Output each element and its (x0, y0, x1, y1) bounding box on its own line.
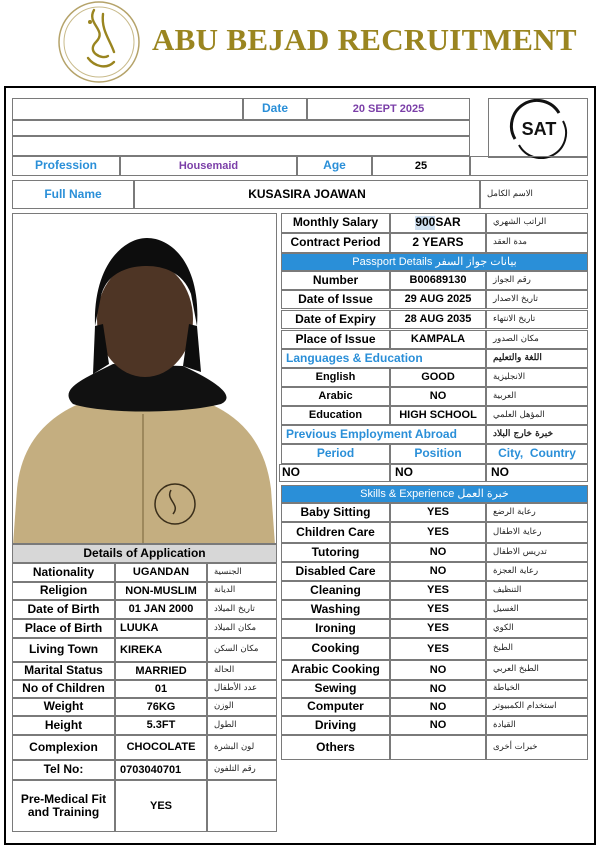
language-field-label: English (281, 368, 390, 387)
application-field-label: Tel No: (12, 760, 115, 780)
employment-header-period: Period (281, 444, 390, 464)
application-field-label: No of Children (12, 680, 115, 698)
skill-arabic: رعاية الاطفال (486, 522, 588, 543)
application-field-label: Nationality (12, 563, 115, 582)
candidate-photo (12, 213, 277, 544)
salary-currency: SAR (435, 215, 461, 230)
application-field-value: YES (115, 780, 207, 832)
language-field-arabic: العربية (486, 387, 588, 406)
application-field-label: Complexion (12, 735, 115, 760)
application-field-value: LUUKA (115, 619, 207, 638)
fullname-arabic: الاسم الكامل (480, 180, 588, 209)
application-field-value: 01 (115, 680, 207, 698)
skill-label: Children Care (281, 522, 390, 543)
passport-field-arabic: مكان الصدور (486, 330, 588, 349)
skill-label: Cleaning (281, 581, 390, 600)
passport-field-value: 29 AUG 2025 (390, 290, 486, 309)
passport-field-label: Number (281, 271, 390, 290)
passport-field-label: Date of Expiry (281, 310, 390, 329)
company-name: ABU BEJAD RECRUITMENT (152, 22, 577, 57)
skill-arabic: الغسيل (486, 600, 588, 619)
fullname-label: Full Name (12, 180, 134, 209)
skill-arabic: رعاية الرضع (486, 503, 588, 522)
application-field-arabic: لون البشرة (207, 735, 277, 760)
skill-value: YES (390, 619, 486, 638)
application-field-arabic: الوزن (207, 698, 277, 716)
language-field-arabic: المؤهل العلمي (486, 406, 588, 425)
application-field-value: UGANDAN (115, 563, 207, 582)
application-field-label: Marital Status (12, 662, 115, 680)
skill-label: Tutoring (281, 543, 390, 562)
salary-value (390, 213, 486, 233)
skill-value: YES (390, 522, 486, 543)
skill-value: YES (390, 600, 486, 619)
skill-arabic: التنظيف (486, 581, 588, 600)
languages-section-header: Languages & Education (281, 349, 486, 368)
application-field-arabic: الحالة (207, 662, 277, 680)
skill-arabic: الطبخ (486, 638, 588, 660)
language-field-value: GOOD (390, 368, 486, 387)
skill-value: NO (390, 562, 486, 581)
employment-position-value: NO (390, 464, 486, 482)
application-field-arabic: الجنسية (207, 563, 277, 582)
employment-header-location: City, Country (486, 444, 588, 464)
blank-cell (470, 156, 588, 176)
skill-label: Ironing (281, 619, 390, 638)
date-label: Date (243, 98, 307, 120)
skill-value: NO (390, 716, 486, 735)
passport-field-arabic: تاريخ الاصدار (486, 290, 588, 309)
age-label: Age (297, 156, 372, 176)
skills-section-header: Skills & Experience خبرة العمل (281, 485, 588, 503)
skill-label: Cooking (281, 638, 390, 660)
application-field-value: 5.3FT (115, 716, 207, 735)
passport-section-header: Passport Details بيانات جواز السفر (281, 253, 588, 271)
svg-text:SAT: SAT (521, 119, 557, 139)
application-field-arabic: مكان السكن (207, 638, 277, 662)
profession-label: Profession (12, 156, 120, 176)
skill-label: Sewing (281, 680, 390, 698)
application-field-label: Date of Birth (12, 600, 115, 619)
date-value: 20 SEPT 2025 (307, 98, 470, 120)
application-field-arabic: عدد الأطفال (207, 680, 277, 698)
contract-period-label: Contract Period (281, 233, 390, 253)
passport-field-value: 28 AUG 2035 (390, 310, 486, 329)
passport-field-arabic: رقم الجواز (486, 271, 588, 290)
application-field-label: Weight (12, 698, 115, 716)
passport-field-value: KAMPALA (390, 330, 486, 349)
language-field-value: HIGH SCHOOL (390, 406, 486, 425)
application-field-label: Place of Birth (12, 619, 115, 638)
application-field-value: MARRIED (115, 662, 207, 680)
application-field-label: Religion (12, 582, 115, 600)
languages-section-arabic: اللغة والتعليم (486, 349, 588, 368)
passport-field-label: Date of Issue (281, 290, 390, 309)
skill-value: YES (390, 638, 486, 660)
application-field-arabic: الطول (207, 716, 277, 735)
language-field-label: Arabic (281, 387, 390, 406)
skill-arabic: الكوي (486, 619, 588, 638)
skill-arabic: الطبخ العربي (486, 660, 588, 680)
skill-label: Computer (281, 698, 390, 716)
profession-value: Housemaid (120, 156, 297, 176)
application-field-value: 01 JAN 2000 (115, 600, 207, 619)
application-field-label: Height (12, 716, 115, 735)
passport-field-label: Place of Issue (281, 330, 390, 349)
page-header (0, 0, 601, 86)
sat-logo (488, 98, 588, 158)
application-field-arabic: رقم التلفون (207, 760, 277, 780)
fullname-value: KUSASIRA JOAWAN (134, 180, 480, 209)
passport-field-value: B00689130 (390, 271, 486, 290)
skill-arabic: استخدام الكمبيوتر (486, 698, 588, 716)
application-field-label: Living Town (12, 638, 115, 662)
skill-label: Others (281, 735, 390, 760)
application-field-value: 0703040701 (115, 760, 207, 780)
salary-label: Monthly Salary (281, 213, 390, 233)
salary-amount: 900 (415, 215, 436, 230)
skill-arabic: القيادة (486, 716, 588, 735)
application-field-value: NON-MUSLIM (115, 582, 207, 600)
blank-row (12, 120, 470, 136)
company-logo (56, 0, 142, 84)
application-field-label: Pre-Medical Fit and Training (12, 780, 115, 832)
skill-value (390, 735, 486, 760)
application-field-arabic: مكان الميلاد (207, 619, 277, 638)
skill-label: Disabled Care (281, 562, 390, 581)
contract-period-value: 2 YEARS (390, 233, 486, 253)
application-field-arabic: الديانة (207, 582, 277, 600)
employment-period-value: NO (279, 464, 390, 482)
skill-label: Baby Sitting (281, 503, 390, 522)
skill-arabic: رعاية العجزة (486, 562, 588, 581)
application-field-value: 76KG (115, 698, 207, 716)
language-field-label: Education (281, 406, 390, 425)
blank-cell (12, 98, 243, 120)
employment-location-value: NO (486, 464, 588, 482)
contract-period-arabic: مدة العقد (486, 233, 588, 253)
skill-value: NO (390, 660, 486, 680)
skill-value: YES (390, 581, 486, 600)
application-section-header: Details of Application (12, 544, 277, 563)
employment-section-arabic: خبرة خارج البلاد (486, 425, 588, 444)
skill-arabic: تدريس الاطفال (486, 543, 588, 562)
age-value: 25 (372, 156, 470, 176)
language-field-arabic: الانجليزية (486, 368, 588, 387)
skill-value: NO (390, 680, 486, 698)
application-field-arabic (207, 780, 277, 832)
application-field-value: CHOCOLATE (115, 735, 207, 760)
skill-label: Washing (281, 600, 390, 619)
skill-arabic: الخياطة (486, 680, 588, 698)
skill-value: YES (390, 503, 486, 522)
skill-label: Arabic Cooking (281, 660, 390, 680)
employment-section-header: Previous Employment Abroad (281, 425, 486, 444)
employment-header-position: Position (390, 444, 486, 464)
skill-value: NO (390, 698, 486, 716)
skill-arabic: خبرات أخرى (486, 735, 588, 760)
language-field-value: NO (390, 387, 486, 406)
skill-value: NO (390, 543, 486, 562)
skill-label: Driving (281, 716, 390, 735)
salary-arabic: الراتب الشهري (486, 213, 588, 233)
application-field-arabic: تاريخ الميلاد (207, 600, 277, 619)
application-field-value: KIREKA (115, 638, 207, 662)
blank-row (12, 136, 470, 156)
passport-field-arabic: تاريخ الانتهاء (486, 310, 588, 329)
